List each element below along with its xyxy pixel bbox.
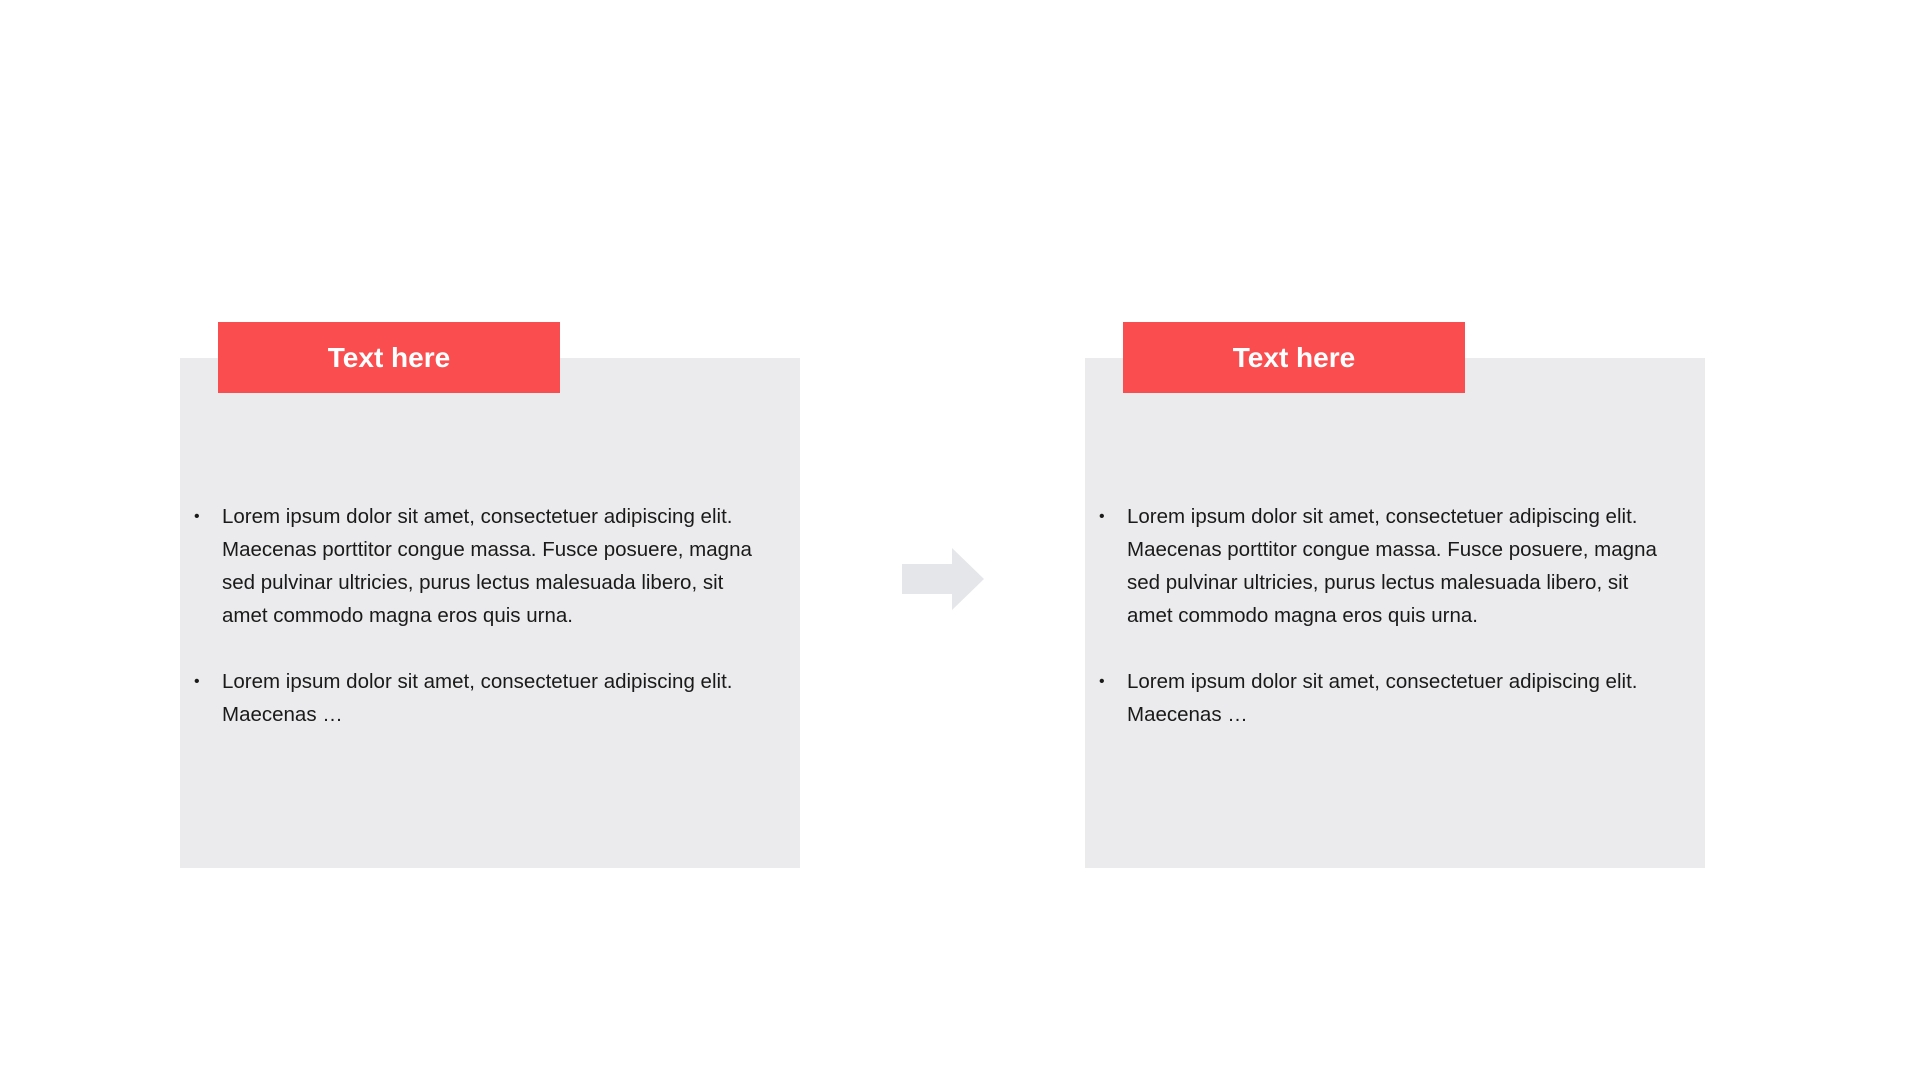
- arrow-right-icon: [902, 548, 984, 610]
- bullet-item: [194, 665, 754, 731]
- bullet-dot: •: [1099, 508, 1105, 525]
- right-card-title: [1123, 322, 1465, 393]
- bullet-dot: •: [194, 508, 200, 525]
- bullet-dot: •: [1099, 673, 1105, 690]
- bullet-item: [194, 500, 754, 632]
- left-card-title: [218, 322, 560, 393]
- right-card-bullet-list: [1099, 500, 1659, 764]
- bullet-dot: •: [194, 673, 200, 690]
- bullet-text: Lorem ipsum dolor sit amet, consectetuer adipiscing elit. Maecenas …: [222, 670, 733, 726]
- bullet-item: [1099, 500, 1659, 632]
- bullet-text: Lorem ipsum dolor sit amet, consectetuer adipiscing elit. Maecenas porttitor congue massa. Fusce posuere, magna sed pulvinar ultricies, purus lectus malesuada libero, sit amet commodo magna eros quis urna.: [222, 505, 752, 627]
- left-card-title-text: Text here: [327, 341, 451, 373]
- bullet-text: Lorem ipsum dolor sit amet, consectetuer adipiscing elit. Maecenas …: [1127, 670, 1638, 726]
- left-card-bullet-list: [194, 500, 754, 764]
- right-card-title-text: Text here: [1232, 341, 1356, 373]
- bullet-item: [1099, 665, 1659, 731]
- bullet-text: Lorem ipsum dolor sit amet, consectetuer adipiscing elit. Maecenas porttitor congue massa. Fusce posuere, magna sed pulvinar ultricies, purus lectus malesuada libero, sit amet commodo magna eros quis urna.: [1127, 505, 1657, 627]
